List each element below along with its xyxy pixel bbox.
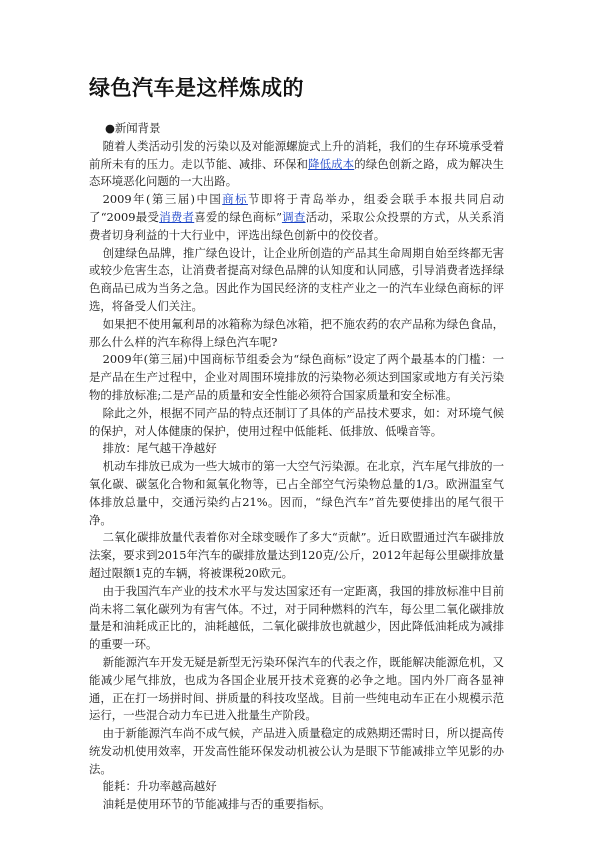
paragraph: 由于我国汽车产业的技术水平与发达国家还有一定距离，我国的排放标准中目前尚未将二氧化碳列为有害气体。不过，对于同种燃料的汽车，每公里二氧化碳排放量是和油耗成正比的，油耗越低，二氧化碳排放也就越少，因此降低油耗成为减排的重要一环。 [89,583,504,652]
paragraph: 创建绿色品牌，推广绿色设计，让企业所创造的产品其生命周期自始至终都无害或较少危害生态，让消费者提高对绿色品牌的认知度和认同感，引导消费者选择绿色商品已成为当务之急。因此作为国民经济的支柱产业之一的汽车业绿色商标的评选，将备受人们关注。 [89,245,504,313]
inline-link[interactable]: 消费者 [159,209,195,224]
section-label: ●新闻背景 [104,121,161,135]
paragraph: 2009年(第三届)中国商标节组委会为“绿色商标”设定了两个最基本的门槛：一是产品在生产过程中，企业对周围环境排放的污染物必须达到国家或地方有关污染物的排放标准;二是产品的质量和安全性能必须符合国家质量和安全标准。 [89,352,504,402]
paragraph: 由于新能源汽车尚不成气候，产品进入质量稳定的成熟期还需时日，所以提高传统发动机使用效率，开发高性能环保发动机被公认为是眼下节能减排立竿见影的办法。 [89,726,504,776]
subheading-energy: 能耗：升功率越高越好 [102,779,217,794]
paragraph: 除此之外，根据不同产品的特点还制订了具体的产品技术要求，如：对环境气候的保护，对人体健康的保护，使用过程中低能耗、低排放、低噪音等。 [89,405,504,438]
article-title: 绿色汽车是这样炼成的 [89,76,304,100]
inline-link[interactable]: 降低成本 [308,156,355,171]
paragraph: 油耗是使用环节的节能减排与否的重要指标。 [102,797,331,812]
paragraph: 新能源汽车开发无疑是新型无污染环保汽车的代表之作，既能解决能源危机，又能减少尾气排放，也成为各国企业展开技术竞赛的必争之地。国内外厂商各显神通，正在打一场拼时间、拼质量的科技攻坚战。目前一些纯电动车正在小规模示范运行，一些混合动力车已进入批量生产阶段。 [89,654,504,723]
inline-link[interactable]: 商标 [222,192,248,207]
subheading-emissions: 排放：尾气越干净越好 [102,441,217,456]
paragraph: 二氧化碳排放量代表着你对全球变暖作了多大“贡献”。近日欧盟通过汽车碳排放法案，要求到2015年汽车的碳排放量达到120克/公斤，2012年起每公里碳排放量超过限额1克的车辆，将被课税20欧元。 [89,530,504,580]
article-body [89,120,504,814]
inline-link[interactable]: 调查 [281,209,306,224]
paragraph: 随着人类活动引发的污染以及对能源螺旋式上升的消耗，我们的生存环境承受着前所未有的压力。走以节能、减排、环保和降低成本的绿色创新之路，成为解决生态环境恶化问题的一大出路。 [89,138,504,189]
paragraph: 2009年(第三届)中国商标节即将于青岛举办，组委会联手本报共同启动了“2009最受消费者喜爱的绿色商标”调查活动，采取公众投票的方式，从关系消费者切身利益的十大行业中，评选出绿色创新中的佼佼者。 [89,192,504,242]
paragraph: 如果把不使用氟利昂的冰箱称为绿色冰箱，把不施农药的农产品称为绿色食品，那么什么样的汽车称得上绿色汽车呢? [89,316,504,349]
paragraph: 机动车排放已成为一些大城市的第一大空气污染源。在北京，汽车尾气排放的一氧化碳、碳氢化合物和氮氧化物等，已占全部空气污染物总量的1/3。欧洲温室气体排放总量中，交通污染约占21%。因而，“绿色汽车”首先要使排出的尾气很干净。 [89,459,504,527]
